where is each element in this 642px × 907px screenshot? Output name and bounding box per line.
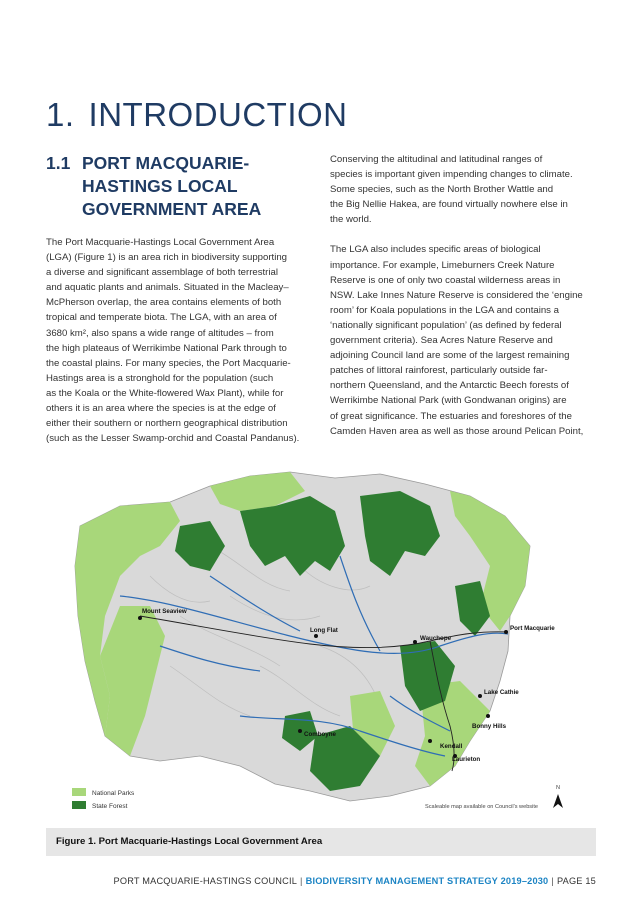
chapter-number: 1.	[46, 96, 75, 133]
text-line: Camden Haven area as well as those around Pelican Point,	[330, 425, 584, 437]
map-note: Scaleable map available on Council's website	[425, 804, 539, 810]
footer-council: PORT MACQUARIE-HASTINGS COUNCIL	[113, 876, 298, 886]
town-label-long-flat: Long Flat	[310, 627, 338, 634]
chapter-title-text: INTRODUCTION	[88, 96, 348, 133]
text-line: room’ for Koala populations in the LGA and contains a	[330, 304, 559, 316]
text-line: NSW. Lake Innes Nature Reserve is considered the ‘engine	[330, 289, 583, 301]
town-label-port-macquarie: Port Macquarie	[510, 625, 555, 632]
figure-caption: Figure 1. Port Macquarie-Hastings Local Government Area	[56, 836, 323, 847]
page-footer	[114, 876, 596, 886]
text-line: (such as the Lesser Swamp-orchid and Coastal Pandanus).	[46, 433, 300, 445]
section-title-line: GOVERNMENT AREA	[82, 199, 262, 219]
text-line: of great significance. The estuaries and foreshores of the	[330, 410, 572, 422]
town-label-bonny-hills: Bonny Hills	[472, 723, 507, 730]
text-line: Werrikimbe National Park (with Gondwanan origins) are	[330, 395, 567, 407]
climate-paragraph	[330, 152, 600, 227]
text-line: a diverse and significant assemblage of both terrestrial	[46, 267, 278, 279]
text-line: ‘nationally significant population’ (as defined by federal	[330, 319, 562, 331]
text-line: The LGA also includes specific areas of biological	[330, 244, 541, 256]
text-line: importance. For example, Limeburners Creek Nature	[330, 259, 555, 271]
text-line: Some species, such as the North Brother Wattle and	[330, 184, 554, 196]
legend-swatch-national-parks	[72, 788, 86, 796]
section-number: 1.1	[46, 153, 71, 173]
body-left-column	[46, 235, 316, 461]
town-label-mount-seaview: Mount Seaview	[142, 608, 187, 615]
footer-strategy: BIODIVERSITY MANAGEMENT STRATEGY 2019–2030	[305, 876, 549, 886]
north-arrow-icon	[553, 794, 563, 808]
section-title-line: HASTINGS LOCAL	[82, 176, 238, 196]
text-line: The Port Macquarie-Hastings Local Government Area	[46, 237, 275, 248]
town-label-laurieton: Laurieton	[452, 756, 481, 763]
legend-label-national-parks: National Parks	[92, 790, 135, 797]
text-line: either their southern or northern geographical distribution	[46, 418, 288, 430]
north-label: N	[556, 785, 561, 791]
text-line: Hastings area is a stronghold for the population (such	[46, 372, 274, 384]
text-line: Reserve is one of only two coastal wilderness areas in	[330, 274, 561, 286]
text-line: species is important given impending changes to climate.	[330, 169, 573, 181]
town-label-comboyne: Comboyne	[304, 731, 336, 738]
legend-swatch-state-forest	[72, 801, 86, 809]
figure-caption-bar	[46, 828, 596, 856]
text-line: (LGA) (Figure 1) is an area rich in biodiversity supporting	[46, 252, 288, 264]
legend-label-state-forest: State Forest	[92, 803, 128, 810]
body-right-column	[330, 152, 600, 454]
text-line: adjoining Council land are some of the largest remaining	[330, 350, 570, 362]
text-line: the high plateaus of Werrikimbe National Park through to	[46, 342, 287, 354]
section-title	[82, 152, 302, 221]
footer-separator: |	[551, 876, 554, 886]
text-line: McPherson overlap, the area contains elements of both	[46, 297, 282, 309]
text-line: 3680 km², also spans a wide range of altitudes – from	[46, 327, 274, 339]
text-line: the world.	[330, 214, 372, 226]
text-line: the Big Nellie Hakea, are found virtually nowhere else in	[330, 199, 568, 211]
footer-separator: |	[300, 876, 303, 886]
text-line: patches of littoral rainforest, particularly outside far-	[330, 365, 548, 377]
text-line: and aquatic plants and animals. Situated in the Macleay–	[46, 282, 289, 294]
chapter-title	[46, 96, 348, 134]
section-title-line: PORT MACQUARIE-	[82, 153, 250, 173]
text-line: as the Koala or the White-flowered Wax Plant), while for	[46, 387, 284, 399]
text-line: the coastal plains. For many species, the Port Macquarie-	[46, 357, 291, 369]
text-line: Conserving the altitudinal and latitudinal ranges of	[330, 154, 543, 165]
town-label-lake-cathie: Lake Cathie	[484, 689, 519, 696]
town-label-kendall: Kendall	[440, 743, 463, 750]
footer-page-number: PAGE 15	[556, 876, 596, 886]
intro-paragraph	[46, 235, 316, 446]
text-line: tropical and temperate biota. The LGA, with an area of	[46, 312, 277, 324]
lga-map	[60, 466, 582, 816]
text-line: government criteria). Sea Acres Nature Reserve and	[330, 335, 553, 347]
text-line: others it is an area where the species is at the edge of	[46, 403, 276, 415]
town-label-wauchope: Wauchope	[420, 635, 452, 642]
importance-paragraph	[330, 242, 600, 438]
text-line: northern Queensland, and the Antarctic Beech forests of	[330, 380, 569, 392]
